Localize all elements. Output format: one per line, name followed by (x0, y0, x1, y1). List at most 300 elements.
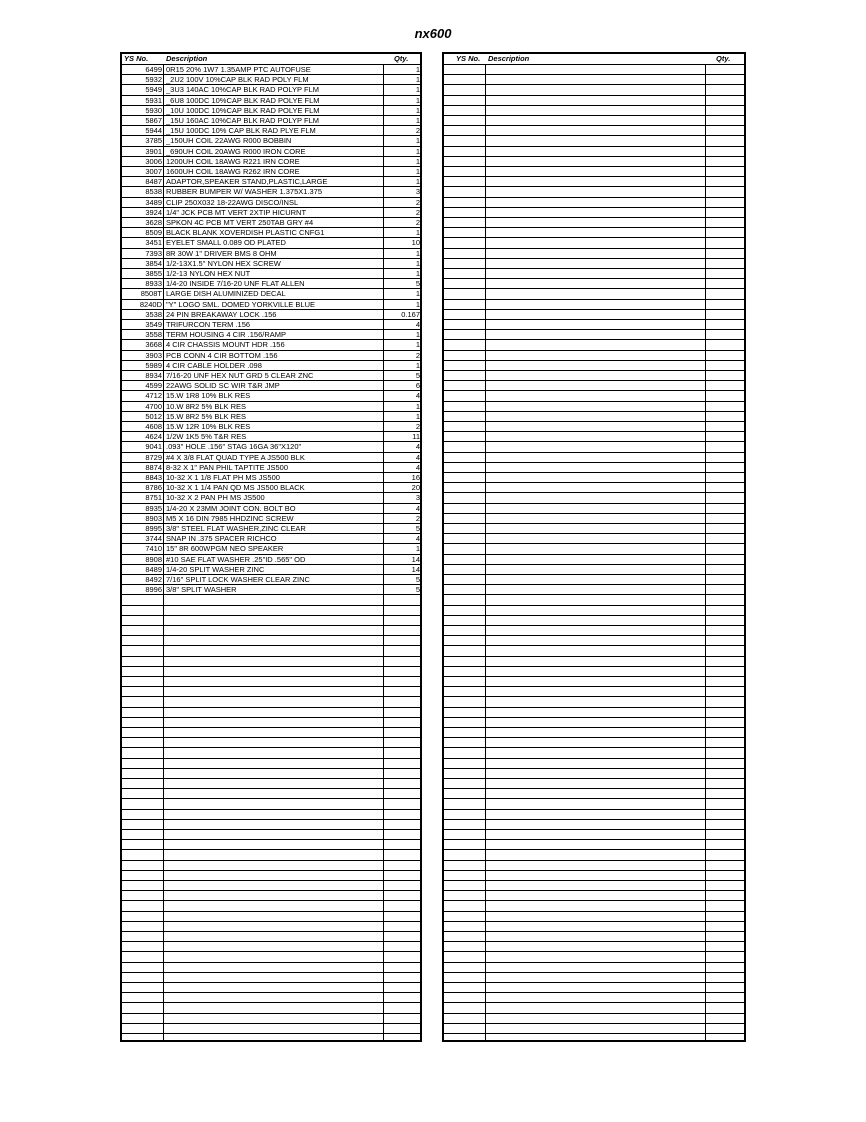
table-row (444, 667, 744, 677)
header-qty: Qty. (716, 54, 731, 63)
table-row (444, 646, 744, 656)
cell-description: 7/16-20 UNF HEX NUT GRD 5 CLEAR ZNC (166, 371, 314, 380)
table-row (122, 779, 420, 789)
table-row (122, 820, 420, 830)
table-row (122, 320, 420, 330)
table-row (444, 973, 744, 983)
cell-ys-no: 8908 (145, 554, 162, 564)
table-row (444, 351, 744, 361)
cell-description: 24 PIN BREAKAWAY LOCK .156 (166, 309, 277, 319)
table-row (122, 942, 420, 952)
table-row (444, 789, 744, 799)
cell-description: 1/4" JCK PCB MT VERT 2XTIP HICURNT (166, 207, 307, 217)
cell-description: PCB CONN 4 CIR BOTTOM .156 (166, 350, 278, 360)
table-row (122, 616, 420, 626)
table-row (444, 259, 744, 269)
table-row (122, 912, 420, 922)
cell-description: 22AWG SOLID SC WIR T&R JMP (166, 381, 280, 391)
cell-description: SNAP IN .375 SPACER RICHCO (166, 534, 277, 544)
table-row (122, 738, 420, 748)
table-row (122, 432, 420, 442)
table-row (444, 75, 744, 85)
cell-description: 1/2-13X1.5" NYLON HEX SCREW (166, 258, 281, 268)
cell-qty: 1 (415, 411, 420, 421)
table-row (122, 993, 420, 1003)
document-title: nx600 (414, 26, 452, 41)
table-row (122, 626, 420, 636)
table-row (122, 534, 420, 544)
table-row (444, 228, 744, 238)
table-row (444, 453, 744, 463)
table-row (122, 595, 420, 605)
cell-description: 15.W 8R2 5% BLK RES (166, 411, 247, 421)
table-row (444, 198, 744, 208)
table-row (122, 789, 420, 799)
cell-qty: 2 (415, 422, 420, 431)
table-row (122, 228, 420, 238)
table-row (122, 218, 420, 228)
table-row (444, 708, 744, 718)
cell-qty: 1 (415, 360, 420, 370)
cell-ys-no: 4712 (145, 391, 162, 401)
table-row (122, 922, 420, 932)
table-row (444, 606, 744, 616)
cell-qty: 1 (415, 136, 420, 146)
table-row (122, 483, 420, 493)
table-row (444, 850, 744, 860)
table-row (444, 442, 744, 452)
cell-ys-no: 8903 (145, 513, 162, 523)
table-row (122, 75, 420, 85)
cell-qty: 4 (415, 391, 420, 401)
table-row (122, 728, 420, 738)
cell-qty: 3 (415, 493, 420, 503)
cell-qty: 20 (411, 483, 420, 493)
table-row (122, 769, 420, 779)
cell-qty: 1 (415, 228, 420, 238)
table-row (444, 279, 744, 289)
table-row (444, 126, 744, 136)
table-header (444, 54, 744, 65)
cell-description: 15.W 12R 10% BLK RES (166, 422, 251, 431)
table-row (444, 96, 744, 106)
cell-description: TERM HOUSING 4 CIR .156/RAMP (166, 330, 287, 340)
table-row (122, 759, 420, 769)
cell-description: 1/2-13 NYLON HEX NUT (166, 269, 251, 278)
table-row (122, 167, 420, 177)
table-row (444, 106, 744, 116)
cell-ys-no: 5931 (145, 95, 162, 105)
table-row (122, 453, 420, 463)
cell-qty: 14 (411, 554, 420, 564)
table-row (444, 881, 744, 891)
table-row (444, 463, 744, 473)
cell-description: #10 SAE FLAT WASHER .25"ID .565" OD (166, 554, 306, 564)
cell-qty: 1 (415, 146, 420, 156)
table-row (444, 585, 744, 595)
table-row (122, 646, 420, 656)
cell-qty: 16 (411, 473, 420, 482)
table-row (444, 952, 744, 962)
table-row (122, 422, 420, 432)
table-row (122, 289, 420, 299)
cell-ys-no: 8751 (145, 493, 162, 503)
cell-ys-no: 3558 (145, 330, 162, 340)
table-row (444, 544, 744, 554)
cell-description: _10U 100DC 10%CAP BLK RAD POLYE FLM (166, 105, 320, 115)
table-row (122, 901, 420, 911)
cell-ys-no: 7410 (145, 544, 162, 554)
cell-description: ADAPTOR,SPEAKER STAND,PLASTIC,LARGE (166, 177, 328, 187)
table-row (122, 310, 420, 320)
cell-ys-no: 8538 (145, 187, 162, 197)
cell-description: 10-32 X 1 1/8 FLAT PH MS JS500 (166, 473, 280, 482)
cell-description: 8-32 X 1" PAN PHIL TAPTITE JS500 (166, 462, 289, 472)
table-row (444, 871, 744, 881)
cell-ys-no: 8933 (145, 279, 162, 289)
cell-qty: 2 (415, 207, 420, 217)
table-row (444, 626, 744, 636)
cell-description: 1/4-20 INSIDE 7/16-20 UNF FLAT ALLEN (166, 279, 305, 289)
cell-description: "Y" LOGO SML. DOMED YORKVILLE BLUE (166, 299, 315, 309)
parts-table-right (442, 52, 746, 1042)
cell-ys-no: 3855 (145, 269, 162, 278)
table-row (122, 606, 420, 616)
cell-qty: 2 (415, 218, 420, 227)
table-row (444, 514, 744, 524)
table-row (122, 177, 420, 187)
table-row (122, 708, 420, 718)
cell-qty: 4 (415, 452, 420, 462)
table-row (122, 269, 420, 279)
table-row (122, 830, 420, 840)
table-row (444, 677, 744, 687)
cell-qty: 1 (415, 544, 420, 554)
table-row (122, 442, 420, 452)
table-row (444, 177, 744, 187)
table-row (122, 667, 420, 677)
cell-ys-no: 3785 (145, 136, 162, 146)
cell-description: M5 X 16 DIN 7985 HHDZINC SCREW (166, 513, 294, 523)
table-row (444, 157, 744, 167)
table-row (444, 840, 744, 850)
table-row (122, 493, 420, 503)
cell-qty: 4 (415, 534, 420, 544)
table-row (122, 330, 420, 340)
table-row (444, 524, 744, 534)
cell-ys-no: 3924 (145, 207, 162, 217)
table-row (122, 636, 420, 646)
table-row (122, 932, 420, 942)
cell-description: 0R15 20% 1W7 1.35AMP PTC AUTOFUSE (166, 65, 311, 74)
cell-description: #4 X 3/8 FLAT QUAD TYPE A JS500 BLK (166, 452, 305, 462)
table-row (444, 769, 744, 779)
cell-qty: 4 (415, 442, 420, 452)
cell-qty: 1 (415, 75, 420, 85)
table-row (122, 565, 420, 575)
table-row (122, 96, 420, 106)
table-row (122, 126, 420, 136)
table-row (122, 514, 420, 524)
cell-ys-no: 8786 (145, 483, 162, 493)
cell-ys-no: 3007 (145, 167, 162, 176)
table-row (444, 1003, 744, 1013)
cell-ys-no: 6499 (145, 65, 162, 74)
table-row (122, 657, 420, 667)
table-row (444, 616, 744, 626)
table-row (122, 106, 420, 116)
table-row (122, 963, 420, 973)
table-row (444, 861, 744, 871)
table-row (444, 901, 744, 911)
table-row (444, 493, 744, 503)
table-row (444, 932, 744, 942)
cell-ys-no: 8508T (140, 289, 162, 299)
cell-qty: 1 (415, 401, 420, 411)
cell-description: 1/4-20 X 23MM JOINT CON. BOLT BO (166, 503, 296, 513)
cell-qty: 4 (415, 462, 420, 472)
table-row (122, 871, 420, 881)
table-row (122, 1024, 420, 1034)
table-row (444, 473, 744, 483)
header-description: Description (166, 54, 208, 63)
cell-description: EYELET SMALL 0.089 OD PLATED (166, 238, 286, 248)
cell-ys-no: 8509 (145, 228, 162, 238)
table-row (444, 555, 744, 565)
cell-qty: 1 (415, 95, 420, 105)
table-row (122, 463, 420, 473)
cell-qty: 1 (415, 65, 420, 74)
table-row (444, 922, 744, 932)
table-row (122, 65, 420, 75)
cell-qty: 2 (415, 350, 420, 360)
table-row (122, 116, 420, 126)
table-row (444, 361, 744, 371)
table-row (122, 259, 420, 269)
table-row (444, 595, 744, 605)
cell-description: _15U 100DC 10% CAP BLK RAD PLYE FLM (166, 126, 316, 136)
cell-qty: 1 (415, 340, 420, 350)
cell-ys-no: 3854 (145, 258, 162, 268)
table-row (444, 1024, 744, 1034)
table-row (444, 238, 744, 248)
header-description: Description (488, 54, 530, 63)
cell-ys-no: 5944 (145, 126, 162, 136)
table-row (444, 218, 744, 228)
cell-description: 1600UH COIL 18AWG R262 IRN CORE (166, 167, 300, 176)
cell-qty: 5 (415, 585, 420, 595)
cell-ys-no: 8935 (145, 503, 162, 513)
table-row (122, 249, 420, 259)
cell-ys-no: 8492 (145, 575, 162, 584)
table-row (444, 269, 744, 279)
cell-qty: 1 (415, 330, 420, 340)
table-row (444, 830, 744, 840)
table-row (444, 728, 744, 738)
cell-ys-no: 3538 (145, 309, 162, 319)
table-row (444, 147, 744, 157)
cell-ys-no: 5949 (145, 85, 162, 95)
cell-ys-no: 5867 (145, 116, 162, 125)
cell-qty: 1 (415, 289, 420, 299)
cell-qty: 5 (415, 279, 420, 289)
table-row (122, 85, 420, 95)
table-row (444, 697, 744, 707)
cell-qty: 1 (415, 269, 420, 278)
table-row (444, 759, 744, 769)
header-ys-no: YS No. (456, 54, 481, 63)
table-row (122, 361, 420, 371)
cell-description: 15" 8R 600WPGM NEO SPEAKER (166, 544, 284, 554)
table-row (444, 310, 744, 320)
cell-description: _150UH COIL 22AWG R000 BOBBIN (166, 136, 292, 146)
table-row (444, 320, 744, 330)
cell-ys-no: 3489 (145, 197, 162, 207)
cell-description: BLACK BLANK XOVERDISH PLASTIC CNFG1 (166, 228, 325, 238)
table-row (122, 279, 420, 289)
table-row (444, 116, 744, 126)
cell-ys-no: 8874 (145, 462, 162, 472)
table-row (444, 534, 744, 544)
cell-description: .093" HOLE .156" STAG 16GA 36"X120" (166, 442, 302, 452)
cell-ys-no: 8729 (145, 452, 162, 462)
table-row (122, 881, 420, 891)
header-ys-no: YS No. (124, 54, 149, 63)
cell-description: _690UH COIL 20AWG R000 IRON CORE (166, 146, 306, 156)
cell-qty: 2 (415, 197, 420, 207)
cell-ys-no: 3901 (145, 146, 162, 156)
table-row (444, 799, 744, 809)
cell-qty: 1 (415, 167, 420, 176)
table-row (122, 412, 420, 422)
table-row (122, 371, 420, 381)
cell-ys-no: 3668 (145, 340, 162, 350)
table-row (122, 136, 420, 146)
table-row (444, 85, 744, 95)
cell-ys-no: 8489 (145, 564, 162, 574)
cell-description: RUBBER BUMPER W/ WASHER 1.375X1.375 (166, 187, 323, 197)
cell-qty: 1 (415, 248, 420, 258)
table-row (444, 136, 744, 146)
table-row (122, 687, 420, 697)
table-row (444, 391, 744, 401)
cell-qty: 10 (411, 238, 420, 248)
cell-description: _2U2 100V 10%CAP BLK RAD POLY FLM (166, 75, 309, 85)
table-row (122, 198, 420, 208)
cell-ys-no: 4599 (145, 381, 162, 391)
table-row (122, 697, 420, 707)
cell-ys-no: 3451 (145, 238, 162, 248)
table-row (122, 983, 420, 993)
table-row (122, 402, 420, 412)
cell-description: 10-32 X 2 PAN PH MS JS500 (166, 493, 265, 503)
cell-ys-no: 4700 (145, 401, 162, 411)
table-row (444, 402, 744, 412)
table-row (122, 891, 420, 901)
table-row (444, 167, 744, 177)
cell-ys-no: 3549 (145, 320, 162, 329)
table-row (122, 748, 420, 758)
cell-ys-no: 8487 (145, 177, 162, 187)
table-row (444, 1014, 744, 1024)
cell-description: SPKON 4C PCB MT VERT 250TAB GRY #4 (166, 218, 314, 227)
cell-qty: 1 (415, 105, 420, 115)
cell-description: 1200UH COIL 18AWG R221 IRN CORE (166, 156, 300, 166)
table-row (444, 738, 744, 748)
cell-description: CLIP 250X032 18-22AWG DISCO/INSL (166, 197, 299, 207)
cell-ys-no: 4624 (145, 432, 162, 442)
table-row (122, 340, 420, 350)
table-row (444, 718, 744, 728)
table-row (444, 340, 744, 350)
cell-description: 8R 30W 1" DRIVER BMS 8 OHM (166, 248, 277, 258)
cell-qty: 4 (415, 503, 420, 513)
cell-description: LARGE DISH ALUMINIZED DECAL (166, 289, 286, 299)
cell-qty: 3 (415, 187, 420, 197)
table-row (444, 993, 744, 1003)
cell-ys-no: 5930 (145, 105, 162, 115)
table-row (122, 147, 420, 157)
cell-description: 1/4-20 SPLIT WASHER ZINC (166, 564, 265, 574)
cell-description: _3U3 140AC 10%CAP BLK RAD POLYP FLM (166, 85, 319, 95)
table-row (122, 575, 420, 585)
cell-qty: 1 (415, 85, 420, 95)
table-row (444, 381, 744, 391)
cell-description: 15.W 1R8 10% BLK RES (166, 391, 251, 401)
cell-qty: 1 (415, 116, 420, 125)
cell-description: 4 CIR CABLE HOLDER .098 (166, 360, 262, 370)
cell-qty: 11 (412, 432, 420, 442)
cell-qty: 6 (415, 381, 420, 391)
table-row (122, 381, 420, 391)
cell-description: 10-32 X 1 1/4 PAN QD MS JS500 BLACK (166, 483, 305, 493)
table-row (122, 952, 420, 962)
table-row (444, 187, 744, 197)
table-row (444, 249, 744, 259)
cell-ys-no: 4608 (145, 422, 162, 431)
cell-ys-no: 3744 (145, 534, 162, 544)
table-row (122, 1014, 420, 1024)
table-row (122, 504, 420, 514)
table-row (122, 850, 420, 860)
table-row (122, 208, 420, 218)
cell-description: 1/2W 1K5 5% T&R RES (166, 432, 247, 442)
cell-ys-no: 5989 (145, 360, 162, 370)
cell-description: _15U 160AC 10%CAP BLK RAD POLYP FLM (166, 116, 319, 125)
cell-qty: 14 (411, 564, 420, 574)
cell-description: 10.W 8R2 5% BLK RES (166, 401, 247, 411)
table-row (122, 861, 420, 871)
cell-qty: 2 (415, 513, 420, 523)
cell-qty: 5 (415, 371, 420, 380)
table-row (444, 422, 744, 432)
table-row (122, 555, 420, 565)
cell-qty: 4 (415, 320, 420, 329)
table-row (444, 565, 744, 575)
table-row (122, 351, 420, 361)
table-row (444, 963, 744, 973)
header-qty: Qty. (394, 54, 409, 63)
table-header (122, 54, 420, 65)
cell-ys-no: 3628 (145, 218, 162, 227)
table-row (122, 973, 420, 983)
table-row (444, 942, 744, 952)
table-row (444, 779, 744, 789)
table-row (444, 504, 744, 514)
table-row (444, 657, 744, 667)
table-row (122, 544, 420, 554)
cell-qty: 1 (415, 299, 420, 309)
